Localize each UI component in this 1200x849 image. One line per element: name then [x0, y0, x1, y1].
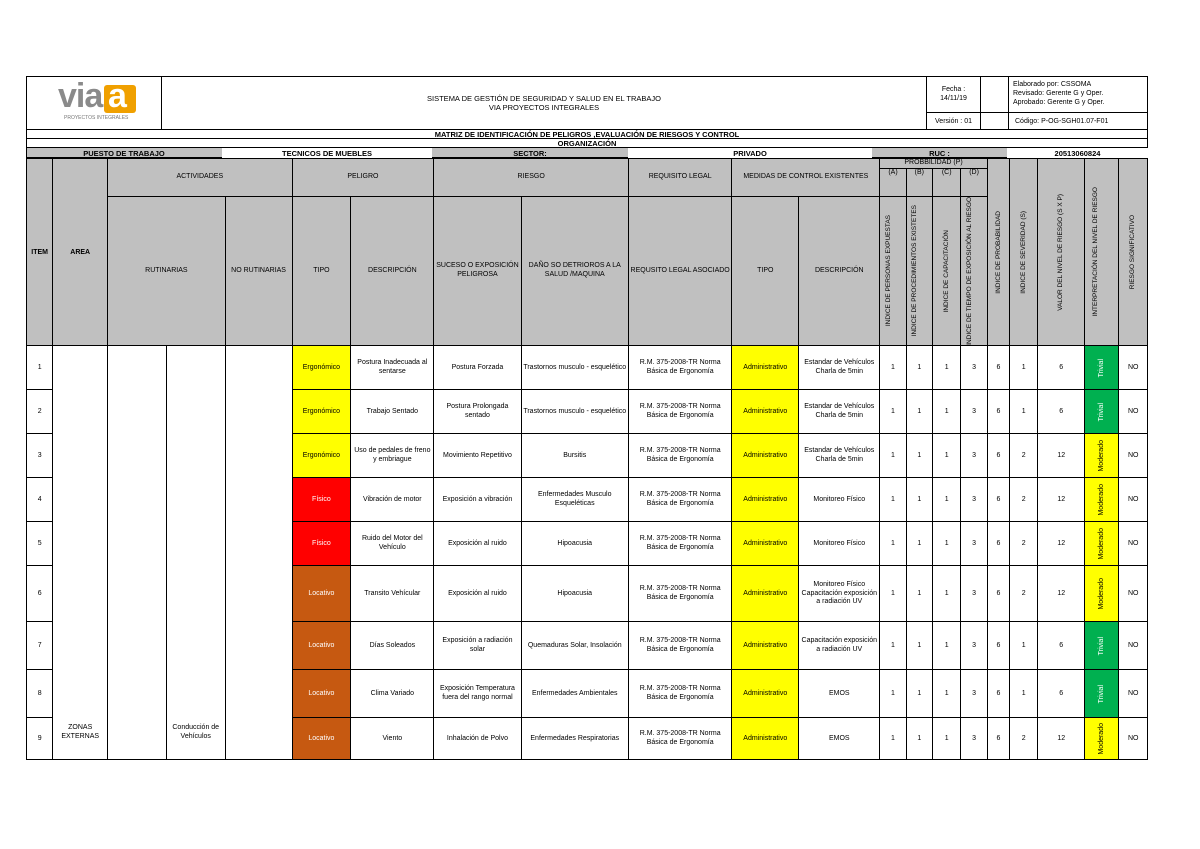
col-ind-probabilidad: INDICE DE PROBABILIDAD — [987, 159, 1009, 346]
suceso-exposicion: Exposición al ruido — [434, 522, 521, 566]
indice-severidad: 2 — [1010, 566, 1038, 622]
valor-nivel-riesgo: 6 — [1038, 390, 1085, 434]
riesgo-significativo: NO — [1119, 622, 1148, 670]
version: Versión : 01 — [927, 112, 980, 130]
requisito-legal: R.M. 375-2008-TR Norma Básica de Ergonomía — [628, 566, 731, 622]
indice-a: 1 — [880, 522, 906, 566]
suceso-exposicion: Postura Forzada — [434, 346, 521, 390]
company-title: VIA PROYECTOS INTEGRALES — [488, 103, 600, 112]
indice-a: 1 — [880, 670, 906, 718]
indice-probabilidad: 6 — [987, 434, 1009, 478]
medida-tipo: Administrativo — [732, 522, 799, 566]
indice-severidad: 1 — [1010, 622, 1038, 670]
approval-lines — [1013, 80, 1147, 107]
indice-b: 1 — [906, 478, 932, 522]
organizacion-label: ORGANIZACIÓN — [26, 139, 1148, 148]
col-medidas-tipo: TIPO — [732, 196, 799, 346]
riesgo-significativo: NO — [1119, 566, 1148, 622]
indice-c: 1 — [933, 390, 961, 434]
requisito-legal: R.M. 375-2008-TR Norma Básica de Ergonomía — [628, 670, 731, 718]
col-peligro: PELIGRO — [292, 159, 434, 197]
indice-d: 3 — [961, 478, 987, 522]
indice-severidad: 1 — [1010, 670, 1038, 718]
indice-a: 1 — [880, 718, 906, 760]
indice-severidad: 2 — [1010, 522, 1038, 566]
logo-a-letter: a — [108, 77, 127, 115]
col-actividades: ACTIVIDADES — [108, 159, 292, 197]
indice-probabilidad: 6 — [987, 718, 1009, 760]
valor-nivel-riesgo: 12 — [1038, 434, 1085, 478]
riesgo-significativo: NO — [1119, 718, 1148, 760]
col-significativo: RIESGO SIGNIFICATIVO — [1119, 159, 1148, 346]
nivel-riesgo-label: Moderado — [1097, 440, 1105, 472]
aprobado: Aprobado: Gerente G y Oper. — [1013, 99, 1105, 106]
indice-d: 3 — [961, 566, 987, 622]
indice-b: 1 — [906, 522, 932, 566]
item-number: 9 — [27, 718, 53, 760]
riesgo-significativo: NO — [1119, 390, 1148, 434]
col-probabilidad: PROBBILIDAD (P) — [880, 159, 987, 169]
riesgo-significativo: NO — [1119, 670, 1148, 718]
col-ind-capacitacion: INDICE DE CAPACITACIÓN — [933, 196, 961, 346]
riesgo-significativo: NO — [1119, 346, 1148, 390]
table-row — [27, 346, 1148, 390]
col-a: (A) — [880, 168, 906, 196]
puesto-label: PUESTO DE TRABAJO — [83, 148, 165, 158]
col-b: (B) — [906, 168, 932, 196]
actividad-cell — [166, 346, 225, 760]
logo-cell — [26, 76, 162, 130]
suceso-exposicion: Inhalación de Polvo — [434, 718, 521, 760]
fecha-label: Fecha : — [941, 86, 966, 93]
nivel-riesgo-badge — [1085, 478, 1119, 522]
col-riesgo: RIESGO — [434, 159, 629, 197]
valor-nivel-riesgo: 12 — [1038, 522, 1085, 566]
indice-c: 1 — [933, 622, 961, 670]
dano-salud: Hipoacusia — [521, 566, 628, 622]
ruc-value: 20513060824 — [1007, 148, 1148, 158]
col-d: (D) — [961, 168, 987, 196]
dano-salud: Bursitis — [521, 434, 628, 478]
valor-nivel-riesgo: 6 — [1038, 346, 1085, 390]
peligro-descripcion: Vibración de motor — [351, 478, 434, 522]
indice-c: 1 — [933, 434, 961, 478]
puesto-value: TECNICOS DE MUEBLES — [222, 148, 432, 158]
dano-salud: Quemaduras Solar, Insolación — [521, 622, 628, 670]
col-valor-nivel: VALOR DEL NIVEL DE RIESGO (S X P) — [1038, 159, 1085, 346]
nivel-riesgo-badge — [1085, 670, 1119, 718]
suceso-exposicion: Exposición al ruido — [434, 566, 521, 622]
col-requisito-asociado: REQUSITO LEGAL ASOCIADO — [628, 196, 731, 346]
indice-probabilidad: 6 — [987, 670, 1009, 718]
valor-nivel-riesgo: 12 — [1038, 478, 1085, 522]
suceso-exposicion: Exposición Temperatura fuera del rango normal — [434, 670, 521, 718]
rutinaria-empty-cell — [108, 346, 167, 760]
peligro-descripcion: Transito Vehícular — [351, 566, 434, 622]
logo-text: via — [58, 77, 103, 115]
revisado: Revisado: Gerente G y Oper. — [1013, 90, 1104, 97]
indice-b: 1 — [906, 622, 932, 670]
peligro-descripcion: Clima Variado — [351, 670, 434, 718]
peligro-tipo: Ergonómico — [292, 346, 351, 390]
item-number: 5 — [27, 522, 53, 566]
indice-c: 1 — [933, 670, 961, 718]
medida-descripcion: Estandar de Vehículos Charla de 5min — [799, 390, 880, 434]
indice-d: 3 — [961, 346, 987, 390]
risk-matrix-table — [26, 158, 1148, 760]
indice-severidad: 2 — [1010, 718, 1038, 760]
valor-nivel-riesgo: 6 — [1038, 670, 1085, 718]
indice-c: 1 — [933, 478, 961, 522]
col-c: (C) — [933, 168, 961, 196]
col-peligro-tipo: TIPO — [292, 196, 351, 346]
col-item: ITEM — [27, 159, 53, 346]
requisito-legal: R.M. 375-2008-TR Norma Básica de Ergonomía — [628, 718, 731, 760]
peligro-descripcion: Ruido del Motor del Vehículo — [351, 522, 434, 566]
item-number: 1 — [27, 346, 53, 390]
indice-b: 1 — [906, 390, 932, 434]
col-medidas: MEDIDAS DE CONTROL EXISTENTES — [732, 159, 880, 197]
dano-salud: Hipoacusia — [521, 522, 628, 566]
nivel-riesgo-label: Moderado — [1097, 723, 1105, 755]
peligro-descripcion: Uso de pedales de freno y embriague — [351, 434, 434, 478]
indice-d: 3 — [961, 390, 987, 434]
suceso-exposicion: Movimiento Repetitivo — [434, 434, 521, 478]
indice-probabilidad: 6 — [987, 622, 1009, 670]
nivel-riesgo-badge — [1085, 346, 1119, 390]
dano-salud: Trastornos musculo - esquelético — [521, 346, 628, 390]
indice-severidad: 2 — [1010, 434, 1038, 478]
col-ind-severidad: INDICE DE SEVERIDAD (S) — [1010, 159, 1038, 346]
riesgo-significativo: NO — [1119, 522, 1148, 566]
system-title: SISTEMA DE GESTIÓN DE SEGURIDAD Y SALUD EN EL TRABAJO — [427, 94, 661, 103]
medida-tipo: Administrativo — [732, 346, 799, 390]
indice-d: 3 — [961, 670, 987, 718]
col-requisito: REQUISITO LEGAL — [628, 159, 731, 197]
peligro-tipo: Locativo — [292, 718, 351, 760]
indice-d: 3 — [961, 522, 987, 566]
suceso-exposicion: Postura Prolongada sentado — [434, 390, 521, 434]
indice-probabilidad: 6 — [987, 346, 1009, 390]
nivel-riesgo-badge — [1085, 434, 1119, 478]
approval-cell — [1008, 76, 1148, 130]
fecha-version-cell — [926, 76, 981, 130]
indice-severidad: 2 — [1010, 478, 1038, 522]
sector-value: PRIVADO — [628, 148, 872, 158]
nivel-riesgo-badge — [1085, 718, 1119, 760]
nivel-riesgo-label: Trivial — [1097, 636, 1105, 656]
nivel-riesgo-label: Moderado — [1097, 484, 1105, 516]
ruc-label: RUC : — [929, 148, 950, 158]
indice-c: 1 — [933, 566, 961, 622]
medida-descripcion: Monitoreo Físico — [799, 478, 880, 522]
riesgo-significativo: NO — [1119, 478, 1148, 522]
header-gap-line — [981, 112, 1008, 113]
col-ind-personas: INDICE DE PERSONAS EXPUESTAS — [880, 196, 906, 346]
area-value: ZONAS EXTERNAS — [61, 724, 100, 740]
indice-c: 1 — [933, 522, 961, 566]
indice-d: 3 — [961, 434, 987, 478]
actividad-value: Conducción de Vehículos — [172, 724, 220, 740]
peligro-tipo: Ergonómico — [292, 434, 351, 478]
medida-descripcion: Monitoreo Físico Capacitación exposición a radiación UV — [799, 566, 880, 622]
nivel-riesgo-badge — [1085, 390, 1119, 434]
medida-tipo: Administrativo — [732, 718, 799, 760]
medida-descripcion: Estandar de Vehículos Charla de 5min — [799, 434, 880, 478]
medida-tipo: Administrativo — [732, 390, 799, 434]
item-number: 3 — [27, 434, 53, 478]
item-number: 2 — [27, 390, 53, 434]
peligro-descripcion: Trabajo Sentado — [351, 390, 434, 434]
valor-nivel-riesgo: 12 — [1038, 718, 1085, 760]
suceso-exposicion: Exposición a radiación solar — [434, 622, 521, 670]
requisito-legal: R.M. 375-2008-TR Norma Básica de Ergonomía — [628, 346, 731, 390]
item-number: 4 — [27, 478, 53, 522]
medida-descripcion: Capacitación exposición a radiación UV — [799, 622, 880, 670]
valor-nivel-riesgo: 12 — [1038, 566, 1085, 622]
item-number: 6 — [27, 566, 53, 622]
peligro-descripcion: Viento — [351, 718, 434, 760]
peligro-tipo: Locativo — [292, 622, 351, 670]
dano-salud: Trastornos musculo - esquelético — [521, 390, 628, 434]
indice-b: 1 — [906, 718, 932, 760]
indice-c: 1 — [933, 346, 961, 390]
indice-b: 1 — [906, 670, 932, 718]
col-rutinarias: RUTINARIAS — [108, 196, 226, 346]
indice-probabilidad: 6 — [987, 390, 1009, 434]
col-peligro-descripcion: DESCRIPCIÓN — [351, 196, 434, 346]
dano-salud: Enfermedades Ambientales — [521, 670, 628, 718]
peligro-tipo: Locativo — [292, 670, 351, 718]
indice-b: 1 — [906, 566, 932, 622]
medida-descripcion: EMOS — [799, 670, 880, 718]
col-suceso: SUCESO O EXPOSICIÓN PELIGROSA — [434, 196, 521, 346]
nivel-riesgo-badge — [1085, 522, 1119, 566]
requisito-legal: R.M. 375-2008-TR Norma Básica de Ergonomía — [628, 522, 731, 566]
dano-salud: Enfermedades Musculo Esqueléticas — [521, 478, 628, 522]
col-medidas-descripcion: DESCRIPCIÓN — [799, 196, 880, 346]
nivel-riesgo-badge — [1085, 566, 1119, 622]
indice-probabilidad: 6 — [987, 522, 1009, 566]
company-logo — [56, 77, 146, 123]
indice-a: 1 — [880, 390, 906, 434]
elaborado: Elaborado por: CSSOMA — [1013, 81, 1092, 88]
col-ind-procedimientos: INDICE DE PROCEDIMIENTOS EXISTETES — [906, 196, 932, 346]
col-interpretacion: INTERPRETACIÓN DEL NIVEL DE RIESGO — [1085, 159, 1119, 346]
item-number: 8 — [27, 670, 53, 718]
suceso-exposicion: Exposición a vibración — [434, 478, 521, 522]
nivel-riesgo-label: Moderado — [1097, 528, 1105, 560]
indice-a: 1 — [880, 478, 906, 522]
medida-tipo: Administrativo — [732, 566, 799, 622]
requisito-legal: R.M. 375-2008-TR Norma Básica de Ergonomía — [628, 478, 731, 522]
medida-descripcion: EMOS — [799, 718, 880, 760]
nivel-riesgo-label: Trivial — [1097, 358, 1105, 378]
indice-a: 1 — [880, 434, 906, 478]
no-rutinaria-cell — [225, 346, 292, 760]
fecha-block — [927, 80, 980, 108]
medida-tipo: Administrativo — [732, 478, 799, 522]
medida-tipo: Administrativo — [732, 622, 799, 670]
nivel-riesgo-badge — [1085, 622, 1119, 670]
peligro-descripcion: Postura Inadecuada al sentarse — [351, 346, 434, 390]
nivel-riesgo-label: Trivial — [1097, 684, 1105, 704]
sector-label: SECTOR: — [513, 148, 547, 158]
col-no-rutinarias: NO RUTINARIAS — [225, 196, 292, 346]
indice-c: 1 — [933, 718, 961, 760]
requisito-legal: R.M. 375-2008-TR Norma Básica de Ergonomía — [628, 390, 731, 434]
indice-probabilidad: 6 — [987, 478, 1009, 522]
header-title — [162, 76, 926, 130]
valor-nivel-riesgo: 6 — [1038, 622, 1085, 670]
indice-d: 3 — [961, 718, 987, 760]
indice-a: 1 — [880, 346, 906, 390]
item-number: 7 — [27, 622, 53, 670]
indice-a: 1 — [880, 566, 906, 622]
nivel-riesgo-label: Trivial — [1097, 402, 1105, 422]
medida-tipo: Administrativo — [732, 434, 799, 478]
medida-descripcion: Estandar de Vehículos Charla de 5min — [799, 346, 880, 390]
codigo: Código: P-OG-SGH01.07-F01 — [1009, 112, 1147, 130]
dano-salud: Enfermedades Respiratorias — [521, 718, 628, 760]
indice-b: 1 — [906, 434, 932, 478]
indice-d: 3 — [961, 622, 987, 670]
riesgo-significativo: NO — [1119, 434, 1148, 478]
indice-severidad: 1 — [1010, 390, 1038, 434]
fecha-value: 14/11/19 — [940, 95, 967, 102]
peligro-tipo: Ergonómico — [292, 390, 351, 434]
medida-descripcion: Monitoreo Físico — [799, 522, 880, 566]
logo-subtitle: PROYECTOS INTEGRALES — [64, 115, 129, 121]
area-cell — [53, 346, 108, 760]
peligro-tipo: Físico — [292, 522, 351, 566]
indice-probabilidad: 6 — [987, 566, 1009, 622]
col-area: AREA — [53, 159, 108, 346]
medida-tipo: Administrativo — [732, 670, 799, 718]
matrix-title: MATRIZ DE IDENTIFICACIÓN DE PELIGROS ,EVALUACIÓN DE RIESGOS Y CONTROL — [26, 130, 1148, 139]
peligro-tipo: Físico — [292, 478, 351, 522]
indice-a: 1 — [880, 622, 906, 670]
indice-b: 1 — [906, 346, 932, 390]
peligro-descripcion: Días Soleados — [351, 622, 434, 670]
nivel-riesgo-label: Moderado — [1097, 578, 1105, 610]
requisito-legal: R.M. 375-2008-TR Norma Básica de Ergonomía — [628, 622, 731, 670]
col-dano: DAÑO SO DETRIOROS A LA SALUD /MAQUINA — [521, 196, 628, 346]
requisito-legal: R.M. 375-2008-TR Norma Básica de Ergonomía — [628, 434, 731, 478]
indice-severidad: 1 — [1010, 346, 1038, 390]
peligro-tipo: Locativo — [292, 566, 351, 622]
col-ind-tiempo: INDICE DE TIEMPO DE EXPOSICIÓN AL RIESGO — [961, 196, 987, 346]
